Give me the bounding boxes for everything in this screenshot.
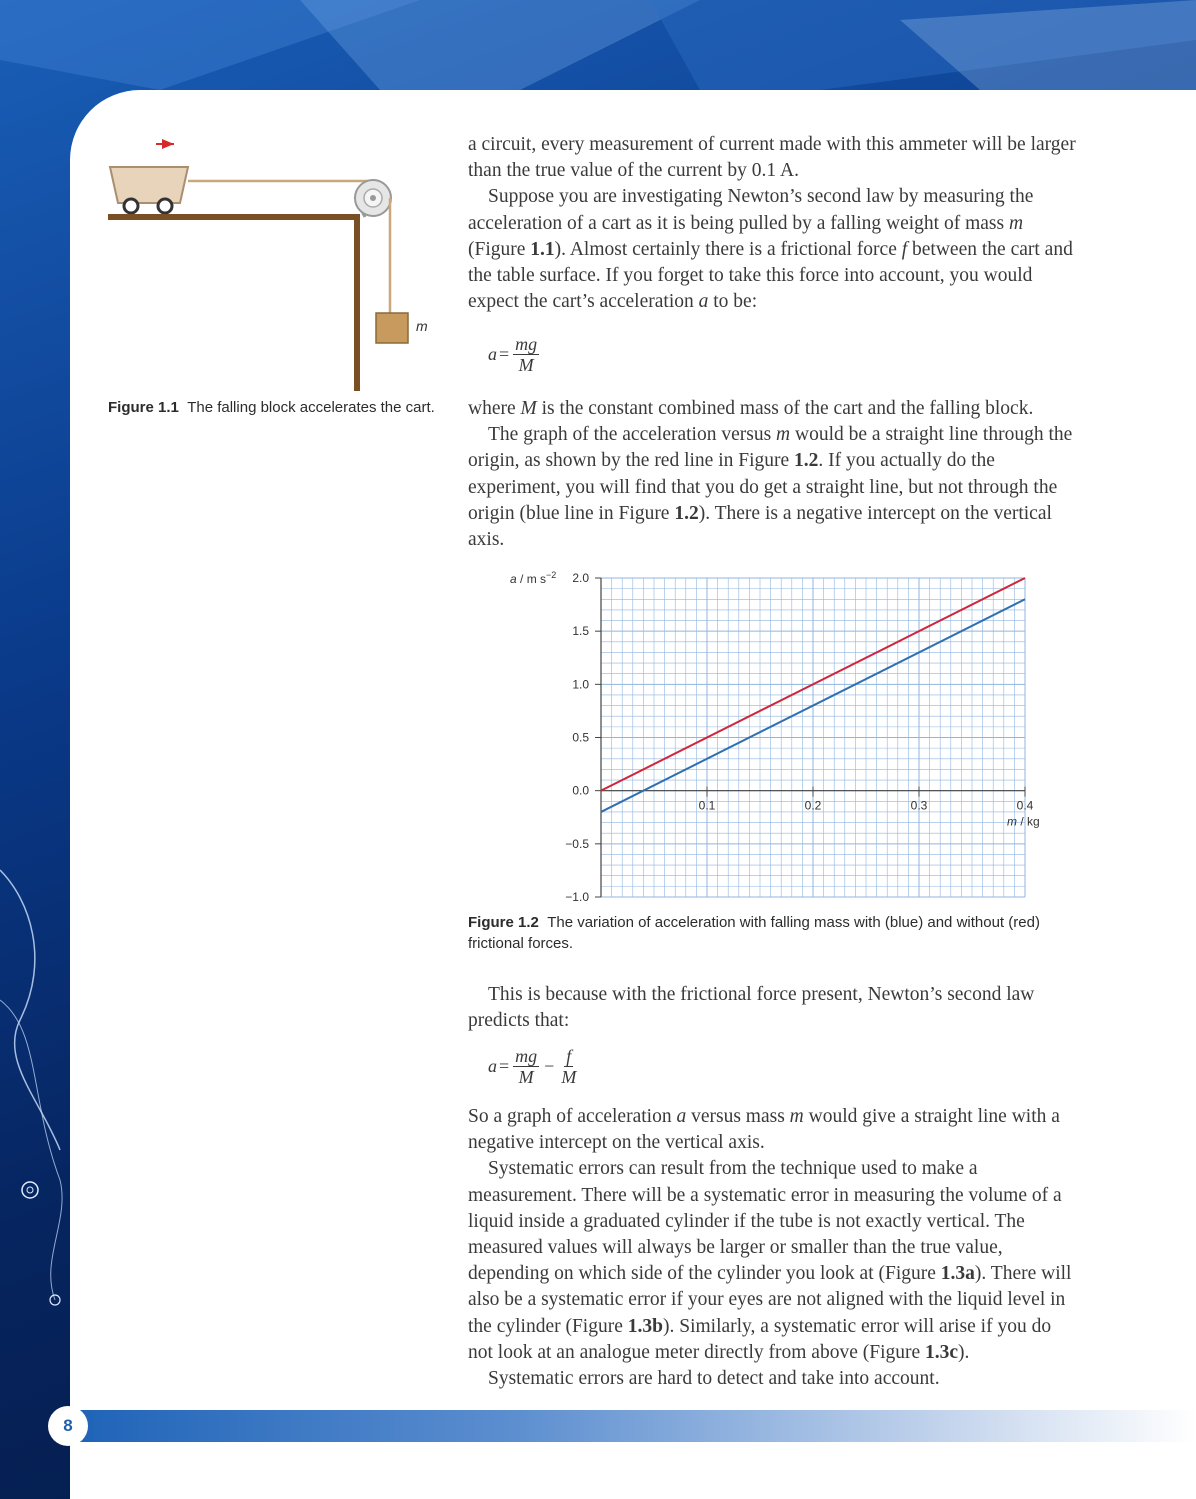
x-axis-label: m / kg <box>1007 814 1040 829</box>
text-block-top <box>468 132 1078 315</box>
y-tick-label: 1.5 <box>572 624 589 639</box>
paragraph: a circuit, every measurement of current made with this ammeter will be larger than the true value of the current by 0.1 A. <box>468 134 1076 182</box>
figure-1-1-caption <box>108 397 438 418</box>
mass-label: m <box>416 318 428 334</box>
direction-arrow <box>156 139 174 149</box>
y-tick-label: 1.0 <box>572 677 589 692</box>
caption-label: Figure 1.1 <box>108 399 179 416</box>
paragraph: The graph of the acceleration versus m would be a straight line through the origin, as shown by the red line in Figure 1.2. If you actually do the experiment, you will find that you do get a straight line, but not through the origin (blue line in Figure 1.2). There is a negative intercept on the vertical axis. <box>468 424 1073 551</box>
paragraph: Suppose you are investigating Newton’s second law by measuring the acceleration of a cart as it is being pulled by a falling weight of mass m (Figure 1.1). Almost certainly there is a frictional force f between the cart and the table surface. If you forget to take this force into account, you would expect the cart’s acceleration a to be: <box>468 186 1073 313</box>
text-block-middle <box>468 396 1078 553</box>
x-tick-label: 0.2 <box>804 798 822 813</box>
table-leg <box>354 214 360 391</box>
y-tick-label: 0.0 <box>572 783 589 798</box>
equation-2: a = $\frac{mg}{M}$ − $\frac{f}{M}$ <box>488 1046 577 1087</box>
caption-text: The variation of acceleration with falling mass with (blue) and without (red) frictional forces. <box>468 914 1040 952</box>
x-tick-label: 0.4 <box>1016 798 1034 813</box>
page-number: 8 <box>48 1406 88 1446</box>
text-block-lower <box>468 982 1078 1034</box>
x-tick-label: 0.3 <box>910 798 928 813</box>
cart-wheel <box>124 199 138 213</box>
cart-wheel <box>158 199 172 213</box>
paragraph: This is because with the frictional force present, Newton’s second law predicts that: <box>468 984 1035 1032</box>
paragraph: So a graph of acceleration a versus mass m would give a straight line with a negative intercept on the vertical axis. <box>468 1106 1060 1154</box>
y-axis-label: a / m $s^{-2}$ <box>510 570 557 586</box>
figure-1-2-chart <box>500 565 1060 910</box>
footer-bar <box>70 1410 1196 1442</box>
y-tick-label: −1.0 <box>565 890 589 904</box>
text-block-bottom <box>468 1104 1078 1392</box>
y-tick-label: 2.0 <box>572 571 589 585</box>
paragraph: where M is the constant combined mass of the cart and the falling block. <box>468 398 1034 419</box>
y-tick-label: 0.5 <box>572 730 589 745</box>
falling-block <box>376 313 408 343</box>
caption-text: The falling block accelerates the cart. <box>187 399 435 416</box>
paragraph: Systematic errors can result from the technique used to make a measurement. There will be a systematic error in measuring the volume of a liquid inside a graduated cylinder if the tube is not exactly vertical. The measured values will always be larger or smaller than the true value, depending on which side of the cylinder you look at (Figure 1.3a). There will also be a systematic error if your eyes are not aligned with the liquid level in the cylinder (Figure 1.3b). Similarly, a systematic error will arise if you do not look at an analogue meter directly from above (Figure 1.3c). <box>468 1158 1072 1363</box>
y-tick-label: −0.5 <box>565 836 589 851</box>
figure-1-1-illustration <box>100 125 440 400</box>
caption-label: Figure 1.2 <box>468 914 539 931</box>
figure-1-2-caption <box>468 912 1068 954</box>
equation-1: a = $\frac{mg}{M}$ <box>488 334 538 375</box>
table-top <box>108 214 360 220</box>
cart <box>110 167 188 203</box>
x-tick-label: 0.1 <box>698 798 716 813</box>
paragraph: Systematic errors are hard to detect and take into account. <box>488 1368 940 1390</box>
